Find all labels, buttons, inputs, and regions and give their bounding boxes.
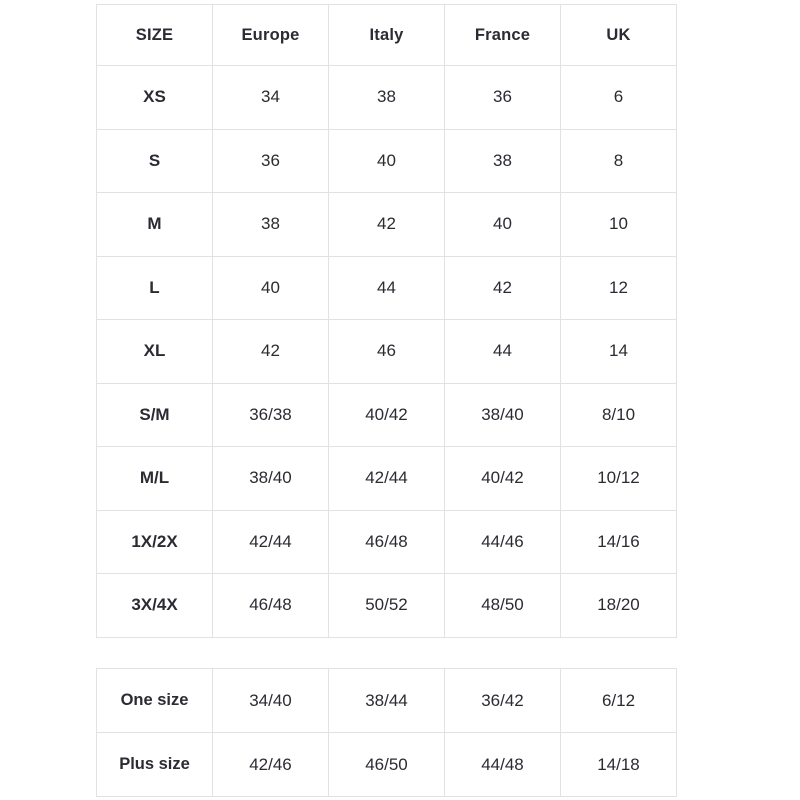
main-size-table-container bbox=[96, 4, 676, 638]
cell-france: 40/42 bbox=[445, 447, 561, 511]
column-header-size: SIZE bbox=[97, 5, 213, 66]
column-header-uk: UK bbox=[561, 5, 677, 66]
cell-europe: 40 bbox=[213, 256, 329, 320]
table-row bbox=[97, 129, 677, 193]
cell-europe: 36/38 bbox=[213, 383, 329, 447]
column-header-europe: Europe bbox=[213, 5, 329, 66]
row-label: S bbox=[97, 129, 213, 193]
row-label: 1X/2X bbox=[97, 510, 213, 574]
cell-france: 36 bbox=[445, 66, 561, 130]
cell-uk: 18/20 bbox=[561, 574, 677, 638]
cell-europe: 42/44 bbox=[213, 510, 329, 574]
main-size-table bbox=[96, 4, 677, 638]
cell-italy: 44 bbox=[329, 256, 445, 320]
table-row bbox=[97, 256, 677, 320]
cell-uk: 6 bbox=[561, 66, 677, 130]
row-label: XL bbox=[97, 320, 213, 384]
cell-uk: 10/12 bbox=[561, 447, 677, 511]
cell-uk: 8 bbox=[561, 129, 677, 193]
cell-europe: 36 bbox=[213, 129, 329, 193]
cell-italy: 46/48 bbox=[329, 510, 445, 574]
cell-france: 36/42 bbox=[445, 669, 561, 733]
cell-europe: 38/40 bbox=[213, 447, 329, 511]
row-label: One size bbox=[97, 669, 213, 733]
table-row bbox=[97, 193, 677, 257]
secondary-size-table bbox=[96, 668, 677, 797]
secondary-size-table-container bbox=[96, 668, 676, 797]
cell-europe: 42/46 bbox=[213, 733, 329, 797]
row-label: L bbox=[97, 256, 213, 320]
table-row bbox=[97, 574, 677, 638]
row-label: S/M bbox=[97, 383, 213, 447]
cell-uk: 12 bbox=[561, 256, 677, 320]
column-header-france: France bbox=[445, 5, 561, 66]
cell-uk: 14 bbox=[561, 320, 677, 384]
table-row bbox=[97, 510, 677, 574]
cell-france: 42 bbox=[445, 256, 561, 320]
cell-italy: 40 bbox=[329, 129, 445, 193]
cell-italy: 46 bbox=[329, 320, 445, 384]
cell-italy: 40/42 bbox=[329, 383, 445, 447]
cell-france: 44/48 bbox=[445, 733, 561, 797]
row-label: Plus size bbox=[97, 733, 213, 797]
cell-europe: 42 bbox=[213, 320, 329, 384]
cell-france: 44/46 bbox=[445, 510, 561, 574]
cell-europe: 34 bbox=[213, 66, 329, 130]
table-row bbox=[97, 320, 677, 384]
table-row bbox=[97, 66, 677, 130]
cell-uk: 8/10 bbox=[561, 383, 677, 447]
table-row bbox=[97, 383, 677, 447]
row-label: 3X/4X bbox=[97, 574, 213, 638]
cell-uk: 10 bbox=[561, 193, 677, 257]
table-header-row bbox=[97, 5, 677, 66]
cell-uk: 14/18 bbox=[561, 733, 677, 797]
cell-europe: 38 bbox=[213, 193, 329, 257]
table-row bbox=[97, 669, 677, 733]
cell-italy: 42/44 bbox=[329, 447, 445, 511]
cell-france: 38/40 bbox=[445, 383, 561, 447]
row-label: M/L bbox=[97, 447, 213, 511]
cell-europe: 46/48 bbox=[213, 574, 329, 638]
row-label: XS bbox=[97, 66, 213, 130]
cell-france: 48/50 bbox=[445, 574, 561, 638]
column-header-italy: Italy bbox=[329, 5, 445, 66]
cell-uk: 14/16 bbox=[561, 510, 677, 574]
cell-italy: 46/50 bbox=[329, 733, 445, 797]
cell-italy: 50/52 bbox=[329, 574, 445, 638]
cell-italy: 38 bbox=[329, 66, 445, 130]
cell-italy: 42 bbox=[329, 193, 445, 257]
cell-france: 38 bbox=[445, 129, 561, 193]
table-row bbox=[97, 447, 677, 511]
cell-france: 44 bbox=[445, 320, 561, 384]
table-row bbox=[97, 733, 677, 797]
cell-france: 40 bbox=[445, 193, 561, 257]
cell-uk: 6/12 bbox=[561, 669, 677, 733]
cell-europe: 34/40 bbox=[213, 669, 329, 733]
cell-italy: 38/44 bbox=[329, 669, 445, 733]
row-label: M bbox=[97, 193, 213, 257]
